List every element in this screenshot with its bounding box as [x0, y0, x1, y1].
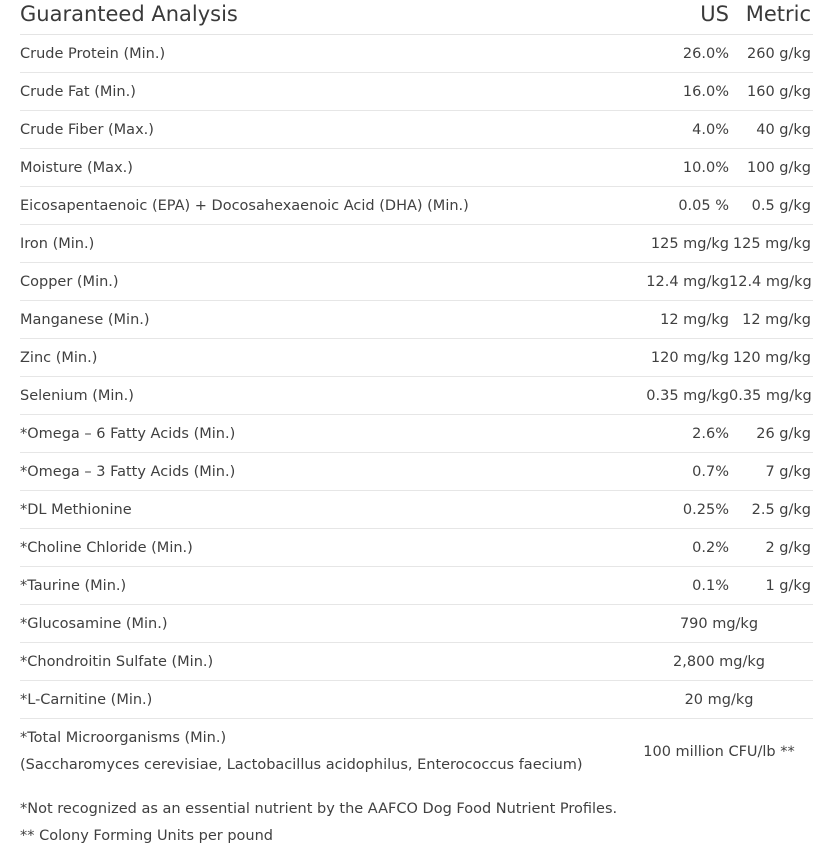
nutrient-name: *Omega – 6 Fatty Acids (Min.): [20, 415, 625, 453]
us-value: 0.1%: [625, 567, 729, 605]
nutrient-name: *Choline Chloride (Min.): [20, 529, 625, 567]
header-us: US: [625, 0, 729, 35]
table-row: [20, 377, 813, 415]
metric-value: 40 g/kg: [729, 111, 813, 149]
merged-value: 100 million CFU/lb **: [643, 744, 795, 760]
us-value: 16.0%: [625, 73, 729, 111]
guaranteed-analysis-table: [20, 0, 813, 785]
table-row: [20, 187, 813, 225]
nutrient-name: *Taurine (Min.): [20, 567, 625, 605]
metric-value: 260 g/kg: [729, 35, 813, 73]
metric-value: 125 mg/kg: [729, 225, 813, 263]
metric-value: 120 mg/kg: [729, 339, 813, 377]
header-guaranteed-analysis: Guaranteed Analysis: [20, 0, 625, 35]
table-row: [20, 73, 813, 111]
metric-value: 12 mg/kg: [729, 301, 813, 339]
merged-value: 20 mg/kg: [625, 681, 813, 719]
us-value: 0.05 %: [625, 187, 729, 225]
us-value: 0.25%: [625, 491, 729, 529]
table-row-merged: [20, 681, 813, 719]
metric-value: 160 g/kg: [729, 73, 813, 111]
us-value: 0.2%: [625, 529, 729, 567]
table-row-merged: [20, 643, 813, 681]
nutrient-name: Crude Fiber (Max.): [20, 111, 625, 149]
nutrient-name: *L-Carnitine (Min.): [20, 681, 625, 719]
metric-value: 7 g/kg: [729, 453, 813, 491]
nutrient-name: *Chondroitin Sulfate (Min.): [20, 643, 625, 681]
metric-value: 100 g/kg: [729, 149, 813, 187]
footnotes: [20, 796, 813, 850]
us-value: 12.4 mg/kg: [625, 263, 729, 301]
table-row: [20, 453, 813, 491]
nutrient-name: Zinc (Min.): [20, 339, 625, 377]
table-row: [20, 225, 813, 263]
metric-value: 0.5 g/kg: [729, 187, 813, 225]
metric-value: 12.4 mg/kg: [729, 263, 813, 301]
table-row: [20, 149, 813, 187]
table-row: [20, 35, 813, 73]
us-value: 120 mg/kg: [625, 339, 729, 377]
nutrient-name: Selenium (Min.): [20, 377, 625, 415]
table-row-microorganisms: [20, 719, 813, 786]
microorganisms-species: (Saccharomyces cerevisiae, Lactobacillus acidophilus, Enterococcus faecium): [20, 757, 583, 773]
metric-value: 2.5 g/kg: [729, 491, 813, 529]
nutrient-name: Iron (Min.): [20, 225, 625, 263]
nutrient-name: *Glucosamine (Min.): [20, 605, 625, 643]
nutrient-name: Eicosapentaenoic (EPA) + Docosahexaenoic Acid (DHA) (Min.): [20, 187, 625, 225]
metric-value: 0.35 mg/kg: [729, 377, 813, 415]
table-row: [20, 415, 813, 453]
table-row: [20, 111, 813, 149]
metric-value: 26 g/kg: [729, 415, 813, 453]
nutrient-name: *Total Microorganisms (Min.): [20, 730, 227, 746]
table-row: [20, 529, 813, 567]
us-value: 12 mg/kg: [625, 301, 729, 339]
us-value: 0.35 mg/kg: [625, 377, 729, 415]
us-value: 0.7%: [625, 453, 729, 491]
table-row: [20, 567, 813, 605]
nutrient-name: Crude Fat (Min.): [20, 73, 625, 111]
nutrient-name: Copper (Min.): [20, 263, 625, 301]
metric-value: 1 g/kg: [729, 567, 813, 605]
merged-value: 2,800 mg/kg: [625, 643, 813, 681]
nutrient-name: *Omega – 3 Fatty Acids (Min.): [20, 453, 625, 491]
nutrient-name: Moisture (Max.): [20, 149, 625, 187]
table-row: [20, 263, 813, 301]
header-metric: Metric: [729, 0, 813, 35]
us-value: 10.0%: [625, 149, 729, 187]
nutrient-name: Crude Protein (Min.): [20, 35, 625, 73]
footnote-cfu: ** Colony Forming Units per pound: [20, 828, 273, 844]
metric-value: 2 g/kg: [729, 529, 813, 567]
microorganisms-cell: [20, 719, 625, 786]
table-row: [20, 491, 813, 529]
table-row-merged: [20, 605, 813, 643]
nutrient-name: *DL Methionine: [20, 491, 625, 529]
table-header-row: [20, 0, 813, 35]
us-value: 4.0%: [625, 111, 729, 149]
table-row: [20, 301, 813, 339]
us-value: 26.0%: [625, 35, 729, 73]
nutrient-name: Manganese (Min.): [20, 301, 625, 339]
us-value: 125 mg/kg: [625, 225, 729, 263]
us-value: 2.6%: [625, 415, 729, 453]
guaranteed-analysis-section: [20, 0, 813, 785]
table-row: [20, 339, 813, 377]
footnote-aafco: *Not recognized as an essential nutrient by the AAFCO Dog Food Nutrient Profiles.: [20, 801, 618, 817]
merged-value: 790 mg/kg: [625, 605, 813, 643]
